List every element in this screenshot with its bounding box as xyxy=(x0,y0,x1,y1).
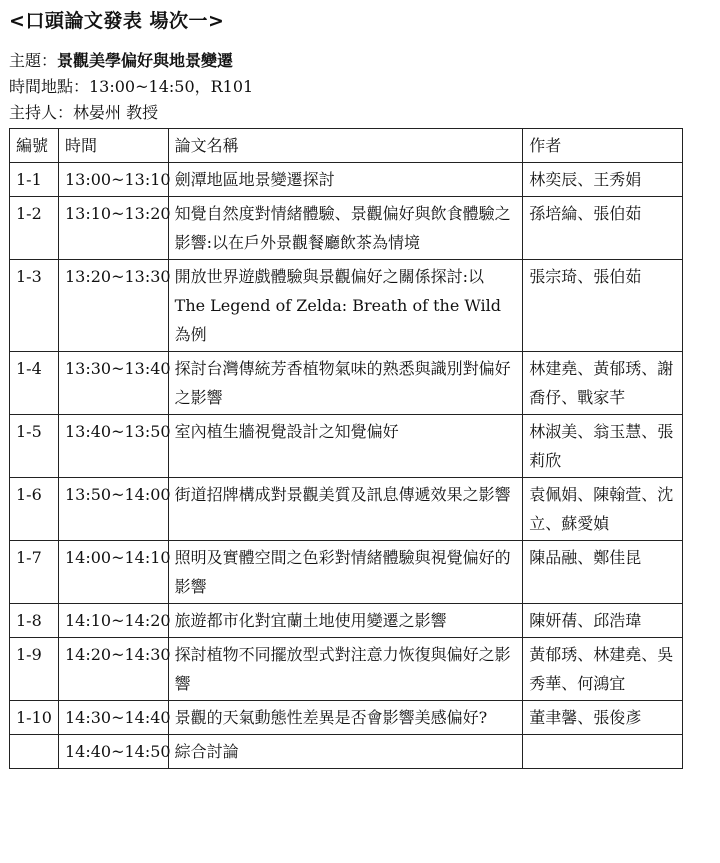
cell-title: 旅遊都市化對宜蘭土地使用變遷之影響 xyxy=(168,604,523,638)
cell-time: 14:40~14:50 xyxy=(58,735,168,769)
cell-time: 13:40~13:50 xyxy=(58,415,168,478)
cell-title: 景觀的天氣動態性差異是否會影響美感偏好? xyxy=(168,701,523,735)
cell-title: 街道招牌構成對景觀美質及訊息傳遞效果之影響 xyxy=(168,478,523,541)
cell-time: 14:30~14:40 xyxy=(58,701,168,735)
table-row xyxy=(10,352,683,415)
cell-id: 1-2 xyxy=(10,197,59,260)
cell-id: 1-6 xyxy=(10,478,59,541)
table-row xyxy=(10,735,683,769)
cell-time: 13:10~13:20 xyxy=(58,197,168,260)
cell-authors xyxy=(523,735,683,769)
cell-authors: 陳妍蒨、邱浩瑋 xyxy=(523,604,683,638)
page-title: <口頭論文發表 場次一> xyxy=(9,10,225,32)
cell-authors: 張宗琦、張伯茹 xyxy=(523,260,683,352)
cell-time: 13:20~13:30 xyxy=(58,260,168,352)
table-row xyxy=(10,604,683,638)
schedule-table xyxy=(9,128,683,769)
header-authors: 作者 xyxy=(523,129,683,163)
cell-id: 1-4 xyxy=(10,352,59,415)
session-theme: 景觀美學偏好與地景變遷 xyxy=(57,51,234,70)
cell-authors: 林淑美、翁玉慧、張莉欣 xyxy=(523,415,683,478)
session-host: 主持人：林晏州 教授 xyxy=(9,103,159,122)
session-time-place: 時間地點：13:00~14:50，R101 xyxy=(9,77,254,96)
cell-title: 開放世界遊戲體驗與景觀偏好之關係探討:以 The Legend of Zelda: Breath of the Wild 為例 xyxy=(168,260,523,352)
theme-label: 主題： xyxy=(9,51,58,70)
cell-title: 劍潭地區地景變遷探討 xyxy=(168,163,523,197)
cell-title: 綜合討論 xyxy=(168,735,523,769)
cell-time: 13:30~13:40 xyxy=(58,352,168,415)
table-row xyxy=(10,478,683,541)
table-row xyxy=(10,197,683,260)
cell-authors: 孫培綸、張伯茹 xyxy=(523,197,683,260)
table-row xyxy=(10,701,683,735)
table-row xyxy=(10,638,683,701)
cell-authors: 林奕辰、王秀娟 xyxy=(523,163,683,197)
cell-time: 14:10~14:20 xyxy=(58,604,168,638)
cell-authors: 陳品融、鄭佳昆 xyxy=(523,541,683,604)
table-row xyxy=(10,415,683,478)
cell-time: 13:50~14:00 xyxy=(58,478,168,541)
cell-id: 1-3 xyxy=(10,260,59,352)
cell-id: 1-1 xyxy=(10,163,59,197)
cell-id: 1-8 xyxy=(10,604,59,638)
session-theme-line xyxy=(9,48,711,74)
header-id: 編號 xyxy=(10,129,59,163)
cell-authors: 董聿馨、張俊彥 xyxy=(523,701,683,735)
cell-title: 室內植生牆視覺設計之知覺偏好 xyxy=(168,415,523,478)
cell-authors: 袁佩娟、陳翰萱、沈立、蘇愛媜 xyxy=(523,478,683,541)
cell-id: 1-9 xyxy=(10,638,59,701)
table-row xyxy=(10,260,683,352)
cell-title: 探討植物不同擺放型式對注意力恢復與偏好之影響 xyxy=(168,638,523,701)
table-row xyxy=(10,541,683,604)
cell-id: 1-5 xyxy=(10,415,59,478)
header-title: 論文名稱 xyxy=(168,129,523,163)
table-body xyxy=(10,163,683,769)
cell-time: 14:20~14:30 xyxy=(58,638,168,701)
header-time: 時間 xyxy=(58,129,168,163)
cell-id xyxy=(10,735,59,769)
cell-id: 1-7 xyxy=(10,541,59,604)
cell-time: 13:00~13:10 xyxy=(58,163,168,197)
cell-id: 1-10 xyxy=(10,701,59,735)
cell-title: 知覺自然度對情緒體驗、景觀偏好與飲食體驗之影響:以在戶外景觀餐廳飲茶為情境 xyxy=(168,197,523,260)
cell-title: 探討台灣傳統芳香植物氣味的熟悉與識別對偏好之影響 xyxy=(168,352,523,415)
table-header-row xyxy=(10,129,683,163)
cell-title: 照明及實體空間之色彩對情緒體驗與視覺偏好的影響 xyxy=(168,541,523,604)
session-program xyxy=(9,6,711,769)
table-row xyxy=(10,163,683,197)
cell-authors: 林建堯、黃郁琇、謝喬伃、戰家芊 xyxy=(523,352,683,415)
cell-authors: 黃郁琇、林建堯、吳秀華、何鴻宜 xyxy=(523,638,683,701)
cell-time: 14:00~14:10 xyxy=(58,541,168,604)
